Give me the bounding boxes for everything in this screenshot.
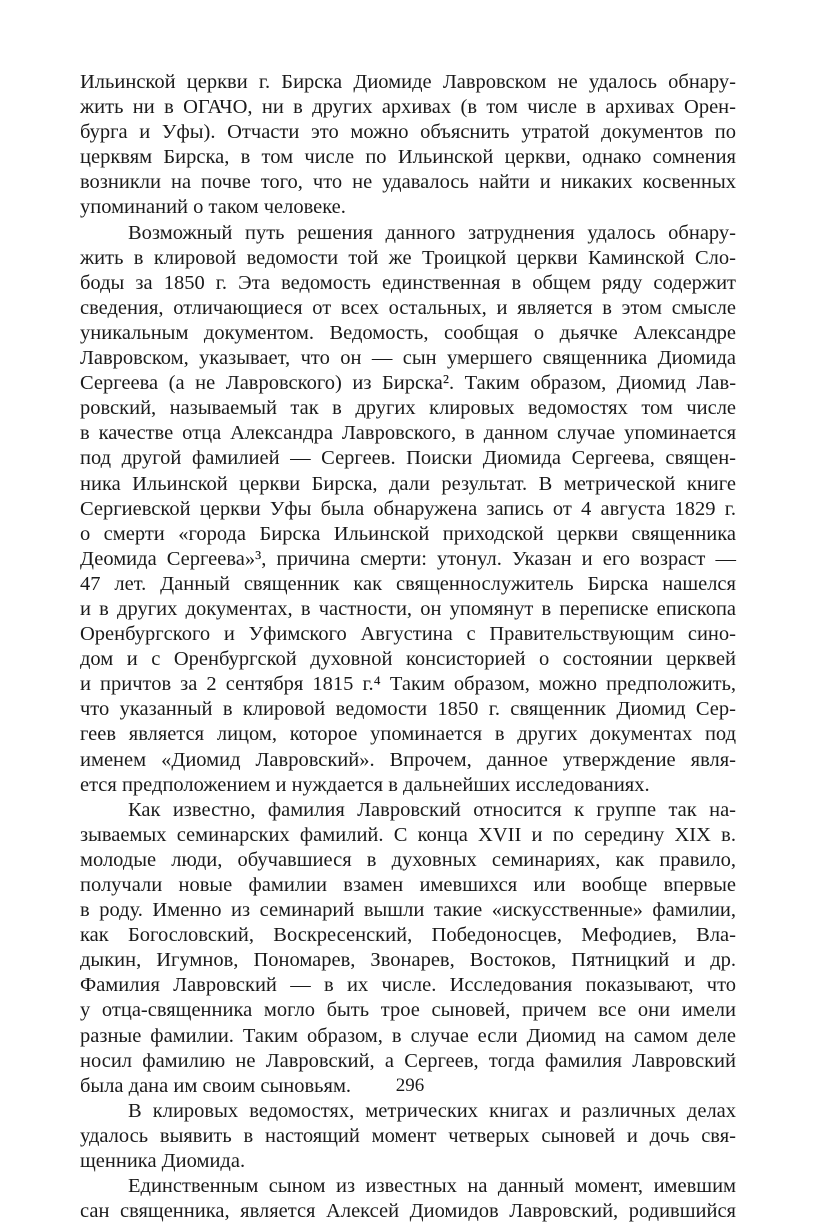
text-line: носил фамилию не Лавровский, а Сергеев, тогда фамилия Лавровский [80, 1049, 736, 1072]
text-line: Лавровском, указывает, что он — сын умершего священника Диомида [80, 347, 736, 370]
text-line: зываемых семинарских фамилий. С конца XVII и по середину XIX в. [80, 823, 736, 846]
text-line: В клировых ведомостях, метрических книгах и различных делах [128, 1099, 737, 1122]
text-line: бурга и Уфы). Отчасти это можно объяснить утратой документов по [80, 121, 737, 144]
text-line: именем «Диомид Лавровский». Впрочем, данное утверждение явля- [80, 748, 736, 771]
text-line: Фамилия Лавровский — в их числе. Исследования показывают, что [80, 974, 737, 997]
text-line: Оренбургского и Уфимского Августина с Правительствующим сино- [80, 623, 736, 646]
text-line: Сергиевской церкви Уфы была обнаружена запись от 4 августа 1829 г. [80, 497, 736, 520]
text-line: ется предположением и нуждается в дальнейших исследованиях. [80, 773, 650, 796]
text-line: Возможный путь решения данного затруднения удалось обнару- [128, 221, 736, 244]
text-line: жить в клировой ведомости той же Троицкой церкви Каминской Сло- [80, 246, 736, 269]
text-line: дыкин, Игумнов, Пономарев, Звонарев, Востоков, Пятницкий и др. [80, 949, 737, 972]
text-line: ровский, называемый так в других клировых ведомостях том числе [80, 397, 737, 420]
text-line: церквям Бирска, в том числе по Ильинской церкви, однако сомнения [80, 146, 736, 169]
text-line: была дана им своим сыновьям. [80, 1074, 352, 1097]
text-line: геев является лицом, которое упоминается в других документах под [80, 723, 737, 746]
text-line: 47 лет. Данный священник как священнослужитель Бирска нашелся [80, 572, 736, 595]
text-line: удалось выявить в настоящий момент четверых сыновей и дочь свя- [80, 1124, 736, 1147]
text-line: Ильинской церкви г. Бирска Диомиде Лавровском не удалось обнару- [80, 71, 736, 93]
text-line: и причтов за 2 сентября 1815 г.⁴ Таким образом, можно предположить, [80, 673, 737, 696]
text-line: Деомида Сергеева»³, причина смерти: утонул. Указан и его возраст — [80, 547, 736, 570]
text-line: получали новые фамилии взамен имевшихся или вообще впервые [80, 874, 737, 896]
text-line: уникальным документом. Ведомость, сообщая о дьячке Александре [80, 321, 737, 344]
text-line: дом и с Оренбургской духовной консисторией о состоянии церквей [80, 648, 737, 671]
text-line: у отца-священника могло быть трое сыновей, причем все они имели [80, 999, 736, 1022]
text-line: молодые люди, обучавшиеся в духовных семинариях, как правило, [80, 848, 736, 871]
text-line: и в других документах, в частности, он упомянут в переписке епископа [80, 597, 737, 620]
text-line: как Богословский, Воскресенский, Победоносцев, Мефодиев, Вла- [80, 924, 736, 947]
text-line: о смерти «города Бирска Ильинской приходской церкви священника [80, 522, 737, 545]
text-line: Сергеева (а не Лавровского) из Бирска². Таким образом, Диомид Лав- [80, 372, 737, 395]
text-line: Как известно, фамилия Лавровский относится к группе так на- [128, 798, 736, 821]
text-line: в качестве отца Александра Лавровского, в данном случае упоминается [80, 422, 737, 445]
text-line: боды за 1850 г. Эта ведомость единственная в общем ряду содержит [80, 271, 737, 294]
text-line: что указанный в клировой ведомости 1850 г. священник Диомид Сер- [80, 698, 736, 721]
text-line: жить ни в ОГАЧО, ни в других архивах (в том числе в архивах Орен- [80, 96, 736, 119]
text-line: под другой фамилией — Сергеев. Поиски Диомида Сергеева, священ- [80, 447, 736, 470]
text-line: в роду. Именно из семинарий вышли такие «искусственные» фамилии, [80, 899, 737, 922]
text-line: ника Ильинской церкви Бирска, дали результат. В метрической книге [80, 472, 736, 495]
text-line: возникли на почве того, что не удавалось найти и никаких косвенных [80, 171, 737, 194]
body-text [80, 70, 736, 1224]
text-line: сан священника, является Алексей Диомидов Лавровский, родившийся [80, 1200, 736, 1223]
text-line: сведения, отличающиеся от всех остальных, и является в этом смысле [80, 296, 737, 319]
text-line: упоминаний о таком человеке. [80, 196, 346, 219]
text-line: разные фамилии. Таким образом, в случае если Диомид на самом деле [80, 1024, 736, 1047]
page-number: 296 [395, 1075, 425, 1096]
text-line: Единственным сыном из известных на данный момент, имевшим [128, 1175, 737, 1198]
text-line: щенника Диомида. [80, 1150, 246, 1173]
